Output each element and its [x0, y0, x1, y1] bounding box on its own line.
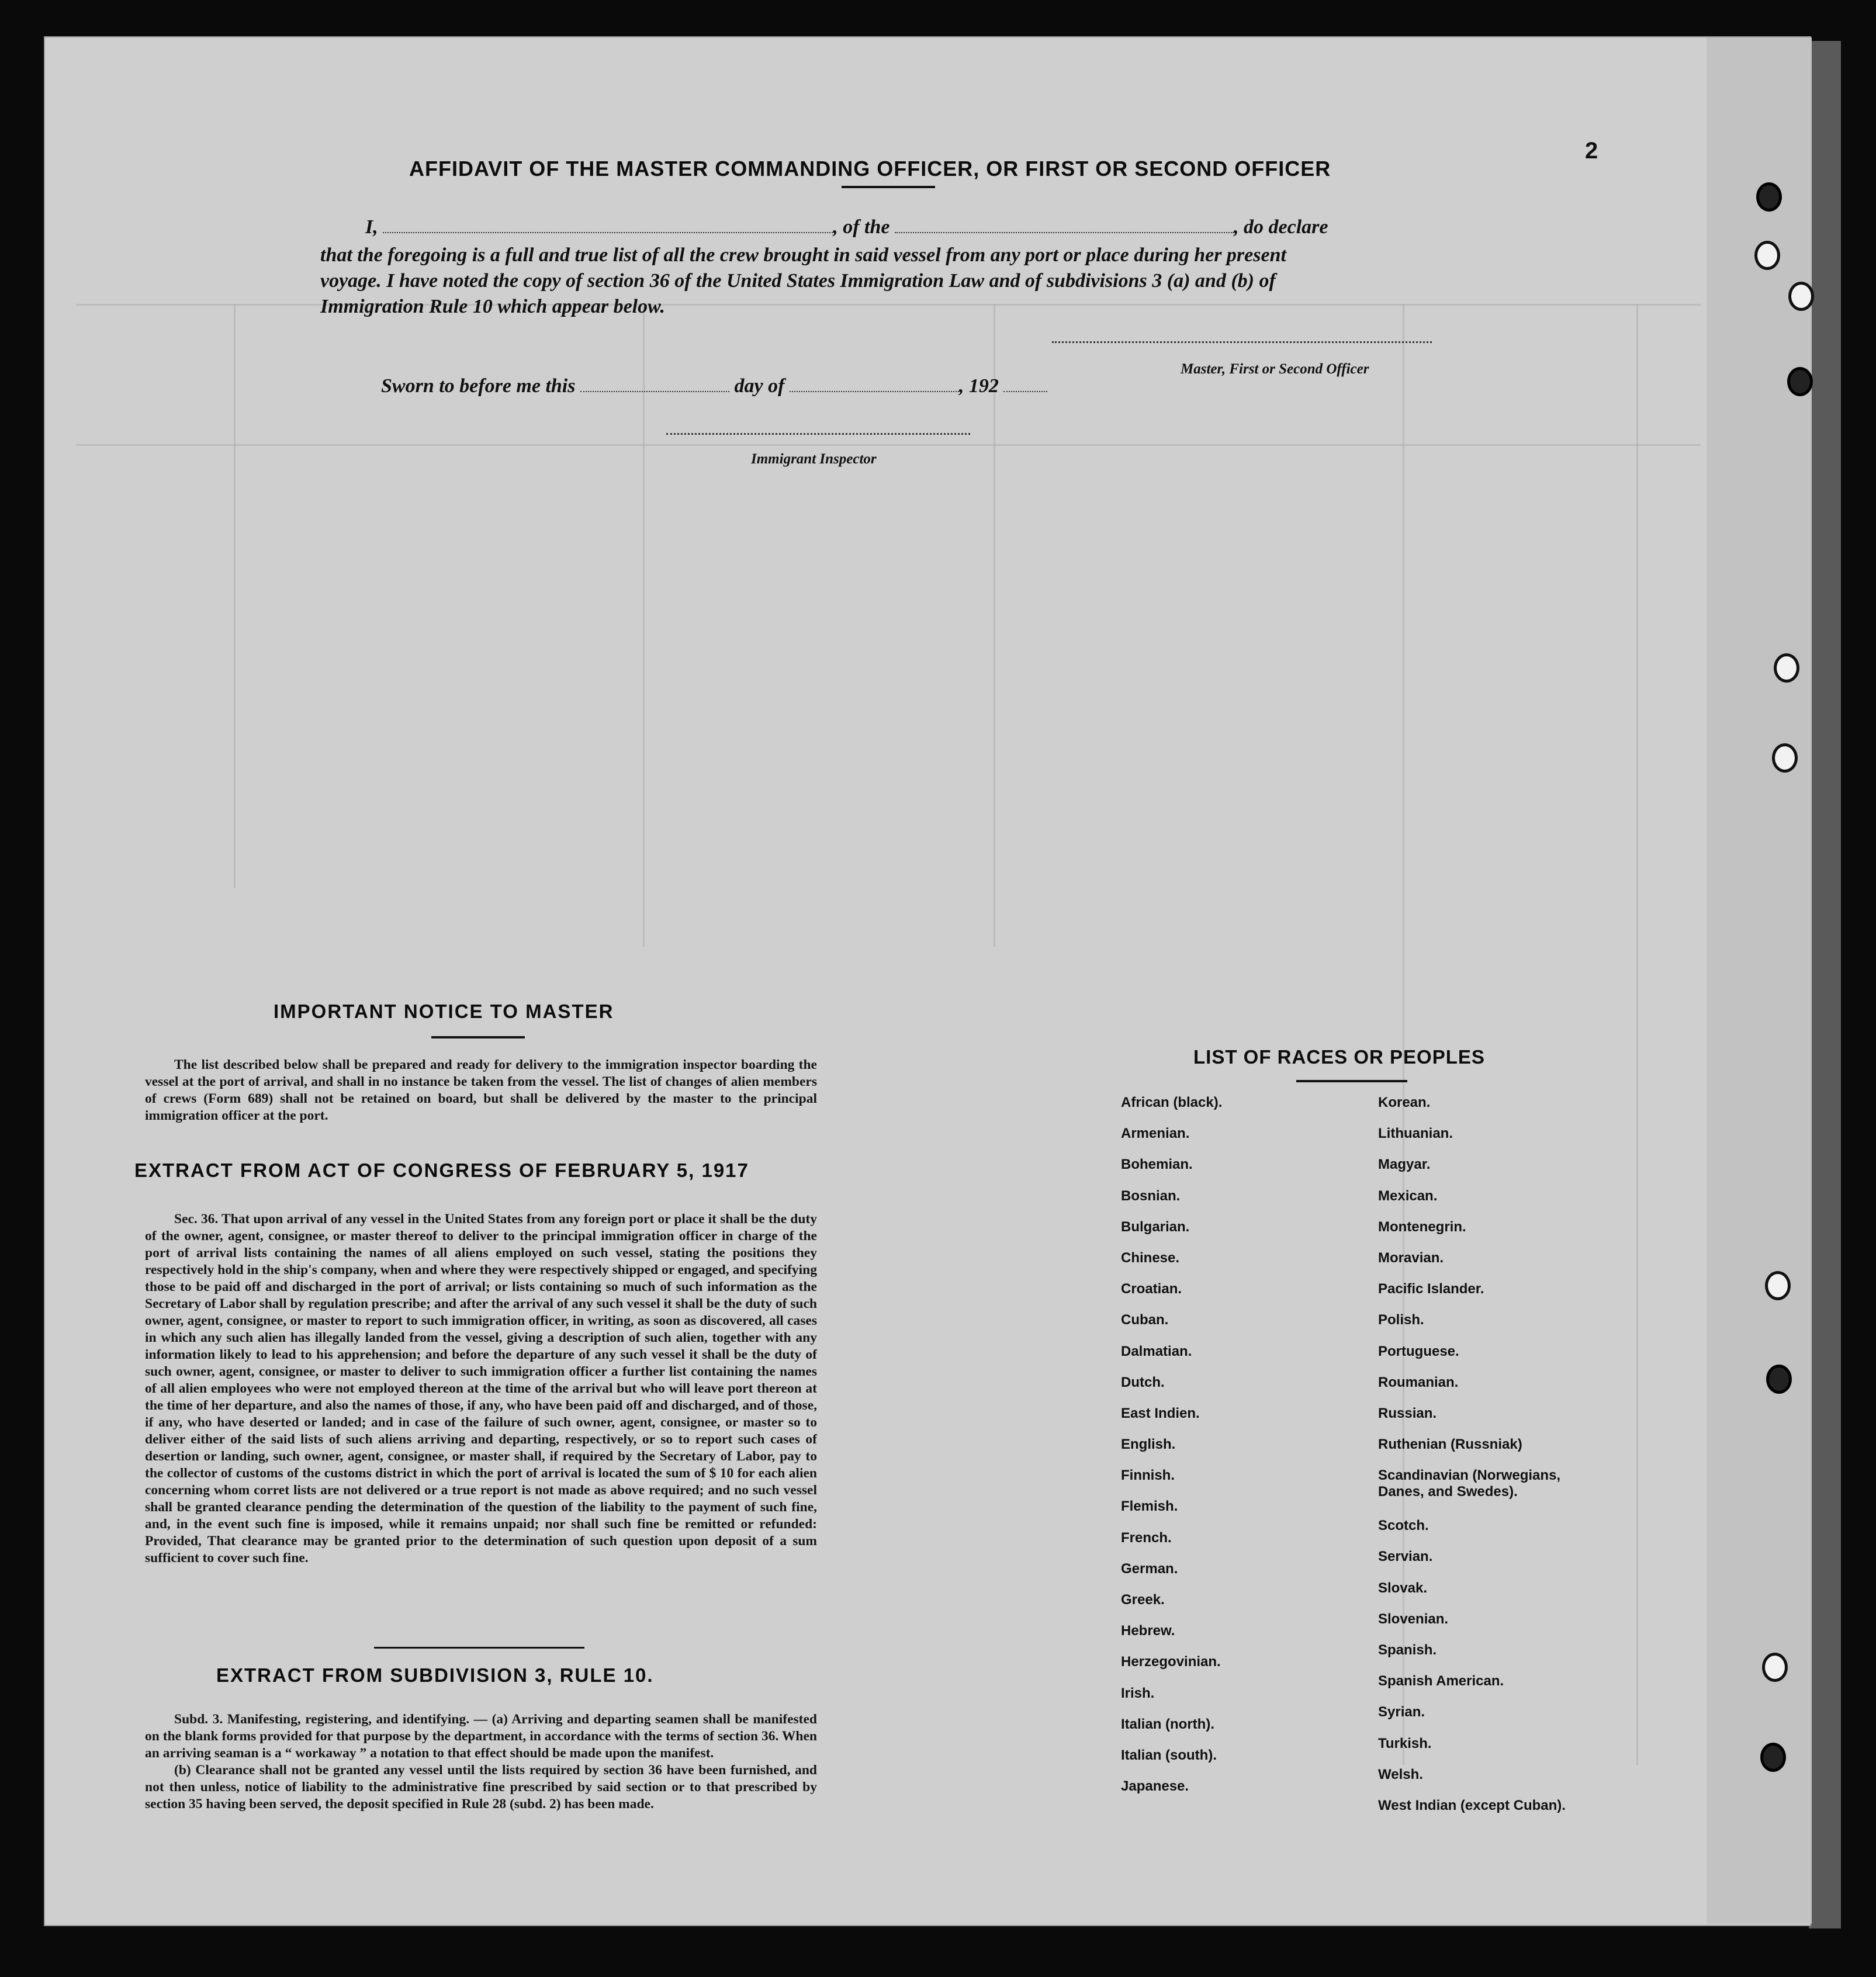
- race-item: Armenian.: [1121, 1126, 1190, 1142]
- race-item: Flemish.: [1121, 1498, 1178, 1515]
- rule-text-b: (b) Clearance shall not be granted any vessel until the lists required by section 36 have been furnished, and not then unless, notice of liability to the administrative fine prescribed by said section or to that prescribed by section 35 having been served, the deposit specified in Rule 28 (subd. 2) has been made.: [145, 1763, 817, 1812]
- day-of-label: day of: [734, 375, 785, 397]
- races-title: LIST OF RACES OR PEOPLES: [1193, 1046, 1485, 1068]
- race-item: Irish.: [1121, 1685, 1155, 1701]
- race-item: Scotch.: [1378, 1518, 1429, 1534]
- affidavit-line-2: voyage. I have noted the copy of section 36 of the United States Immigration Law and of subdivisions 3 (a) and (b) of: [320, 270, 1276, 292]
- race-item: Russian.: [1378, 1405, 1437, 1421]
- punch-hole-icon: [1787, 367, 1813, 396]
- punch-hole-icon: [1760, 1743, 1786, 1772]
- race-item: African (black).: [1121, 1095, 1223, 1110]
- affidavit-line-1: that the foregoing is a full and true list of all the crew brought in said vessel from any port or place during her present: [320, 244, 1286, 266]
- vessel-name-field[interactable]: [895, 232, 1234, 233]
- race-item: East Indien.: [1121, 1405, 1200, 1421]
- race-item: Italian (north).: [1121, 1716, 1214, 1732]
- race-item: English.: [1121, 1436, 1176, 1453]
- race-item: Ruthenian (Russniak): [1378, 1436, 1522, 1453]
- punch-hole-icon: [1756, 182, 1782, 212]
- race-item: Turkish.: [1378, 1735, 1432, 1751]
- race-item: Italian (south).: [1121, 1747, 1217, 1763]
- rule-text-a: Subd. 3. Manifesting, registering, and identifying. — (a) Arriving and departing seamen shall be manifested on the blank forms provided for that purpose by the department, in accordance with the terms of section 36. When an arriving seaman is a “ workaway ” a notation to that effect should be made upon the manifest.: [145, 1712, 817, 1761]
- punch-hole-icon: [1788, 282, 1814, 311]
- punch-hole-icon: [1754, 241, 1780, 270]
- affidavit-do-declare: , do declare: [1234, 216, 1328, 238]
- race-item: Portuguese.: [1378, 1343, 1459, 1359]
- race-item: Pacific Islander.: [1378, 1281, 1484, 1297]
- notice-title-rule: [431, 1036, 525, 1038]
- race-item: Hebrew.: [1121, 1623, 1175, 1639]
- sworn-month-field[interactable]: [790, 391, 959, 392]
- page-right-strip: [1707, 37, 1812, 1924]
- race-item: Magyar.: [1378, 1157, 1431, 1173]
- races-right-column: [1378, 1095, 1571, 1829]
- race-item: Moravian.: [1378, 1249, 1444, 1266]
- master-signature-label: Master, First or Second Officer: [1181, 361, 1369, 377]
- race-item: French.: [1121, 1529, 1172, 1546]
- sworn-year-field[interactable]: [1003, 391, 1047, 392]
- page-edge-shadow: [1809, 41, 1841, 1928]
- declarant-name-field[interactable]: [383, 232, 833, 233]
- year-label: , 192: [958, 375, 999, 397]
- race-item: Syrian.: [1378, 1704, 1425, 1720]
- races-title-rule: [1296, 1080, 1407, 1082]
- race-item: Lithuanian.: [1378, 1126, 1453, 1142]
- sworn-line: [381, 375, 1047, 397]
- master-signature-line[interactable]: [1052, 341, 1432, 343]
- race-item: West Indian (except Cuban).: [1378, 1797, 1566, 1813]
- act-end-rule: [374, 1647, 584, 1649]
- race-item: German.: [1121, 1560, 1178, 1577]
- affidavit-i: I,: [365, 216, 378, 238]
- race-item: Roumanian.: [1378, 1374, 1459, 1390]
- affidavit-of-the: , of the: [833, 216, 890, 238]
- race-item: Chinese.: [1121, 1249, 1180, 1266]
- race-item: Dutch.: [1121, 1374, 1165, 1390]
- inspector-signature-label: Immigrant Inspector: [751, 451, 877, 467]
- race-item: Servian.: [1378, 1549, 1433, 1565]
- sworn-day-field[interactable]: [580, 391, 729, 392]
- race-item: Korean.: [1378, 1095, 1431, 1110]
- race-item: Scandinavian (Norwegians, Danes, and Swedes).: [1378, 1467, 1561, 1500]
- race-item: Bosnian.: [1121, 1187, 1181, 1204]
- race-item: Bulgarian.: [1121, 1218, 1190, 1235]
- rule-text-block: [145, 1711, 817, 1813]
- race-item: Spanish American.: [1378, 1673, 1504, 1689]
- notice-text: The list described below shall be prepared and ready for delivery to the immigration inspector boarding the vessel at the port of arrival, and shall in no instance be taken from the vessel. The list of changes of alien members of crews (Form 689) shall not be retained on board, but shall be delivered by the master to the principal immigration officer at the port.: [145, 1057, 817, 1123]
- race-item: Greek.: [1121, 1592, 1165, 1608]
- race-item: Herzegovinian.: [1121, 1654, 1221, 1670]
- act-text-block: [145, 1211, 817, 1567]
- punch-hole-icon: [1765, 1271, 1791, 1300]
- race-item: Japanese.: [1121, 1778, 1189, 1795]
- punch-hole-icon: [1774, 653, 1799, 683]
- race-item: Croatian.: [1121, 1281, 1182, 1297]
- sworn-label: Sworn to before me this: [381, 375, 576, 397]
- affidavit-title-rule: [842, 186, 935, 188]
- affidavit-line-3: Immigration Rule 10 which appear below.: [320, 296, 666, 317]
- race-item: Montenegrin.: [1378, 1218, 1466, 1235]
- rule-title: EXTRACT FROM SUBDIVISION 3, RULE 10.: [216, 1664, 654, 1686]
- affidavit-line-declare: [365, 216, 1328, 238]
- act-text: Sec. 36. That upon arrival of any vessel in the United States from any foreign port or place it shall be the duty of the owner, agent, consignee, or master thereof to deliver to the principal immigration officer in charge of the port of arrival lists containing the names of all aliens employed on such vessel, stating the positions they respectively hold in the ship's company, when and where they were respectively shipped or engaged, and specifying those to be paid off and discharged in the port of arrival; or lists containing so much of such information as the Secretary of Labor shall by regulation prescribe; and after the arrival of any such vessel it shall be the duty of such owner, agent, consignee, or master to report to such immigration officer, in writing, as soon as discovered, all cases in which any such alien has illegally landed from the vessel, giving a description of such alien, together with any information likely to lead to his apprehension; and before the departure of any such vessel it shall be the duty of such owner, agent, consignee, or master to deliver to such immigration officer a further list containing the names of all alien employees who were not employed thereon at the time of the arrival but who will leave port thereon at the time of her departure, and also the names of those, if any, who have been paid off and discharged, and of those, if any, who have deserted or landed; and in case of the failure of such owner, agent, consignee, or master so to deliver either of the said lists of such aliens arriving and departing, respectively, or so to report such cases of desertion or landing, such owner, agent, consignee, or master shall, if required by the Secretary of Labor, pay to the collector of customs of the customs district in which the port of arrival is located the sum of $ 10 for each alien concerning whom corret lists are not delivered or a true report is not made as above required; and no such vessel shall be granted clearance pending the determination of the question of the liability to the payment of such fine, and, in the event such fine is imposed, while it remains unpaid; nor shall such fine be remitted or refunded: Provided, That clearance may be granted prior to the determination of such question upon deposit of a sum sufficient to cover such fine.: [145, 1211, 817, 1566]
- corner-mark: 2: [1585, 138, 1598, 164]
- race-item: Bohemian.: [1121, 1157, 1193, 1173]
- punch-hole-icon: [1772, 743, 1798, 773]
- race-item: Cuban.: [1121, 1312, 1169, 1328]
- race-item: Mexican.: [1378, 1187, 1438, 1204]
- race-item: Slovenian.: [1378, 1611, 1449, 1627]
- notice-text-block: [145, 1057, 817, 1124]
- punch-hole-icon: [1766, 1365, 1792, 1394]
- punch-hole-icon: [1762, 1653, 1788, 1682]
- affidavit-title: AFFIDAVIT OF THE MASTER COMMANDING OFFICER, OR FIRST OR SECOND OFFICER: [409, 157, 1331, 181]
- inspector-signature-line[interactable]: [666, 433, 970, 435]
- notice-title: IMPORTANT NOTICE TO MASTER: [274, 1000, 614, 1022]
- race-item: Spanish.: [1378, 1642, 1437, 1658]
- race-item: Slovak.: [1378, 1580, 1428, 1596]
- race-item: Dalmatian.: [1121, 1343, 1192, 1359]
- act-title: EXTRACT FROM ACT OF CONGRESS OF FEBRUARY 5, 1917: [134, 1159, 749, 1181]
- race-item: Finnish.: [1121, 1467, 1175, 1484]
- race-item: Polish.: [1378, 1312, 1424, 1328]
- race-item: Welsh.: [1378, 1766, 1423, 1782]
- races-left-column: [1121, 1095, 1331, 1809]
